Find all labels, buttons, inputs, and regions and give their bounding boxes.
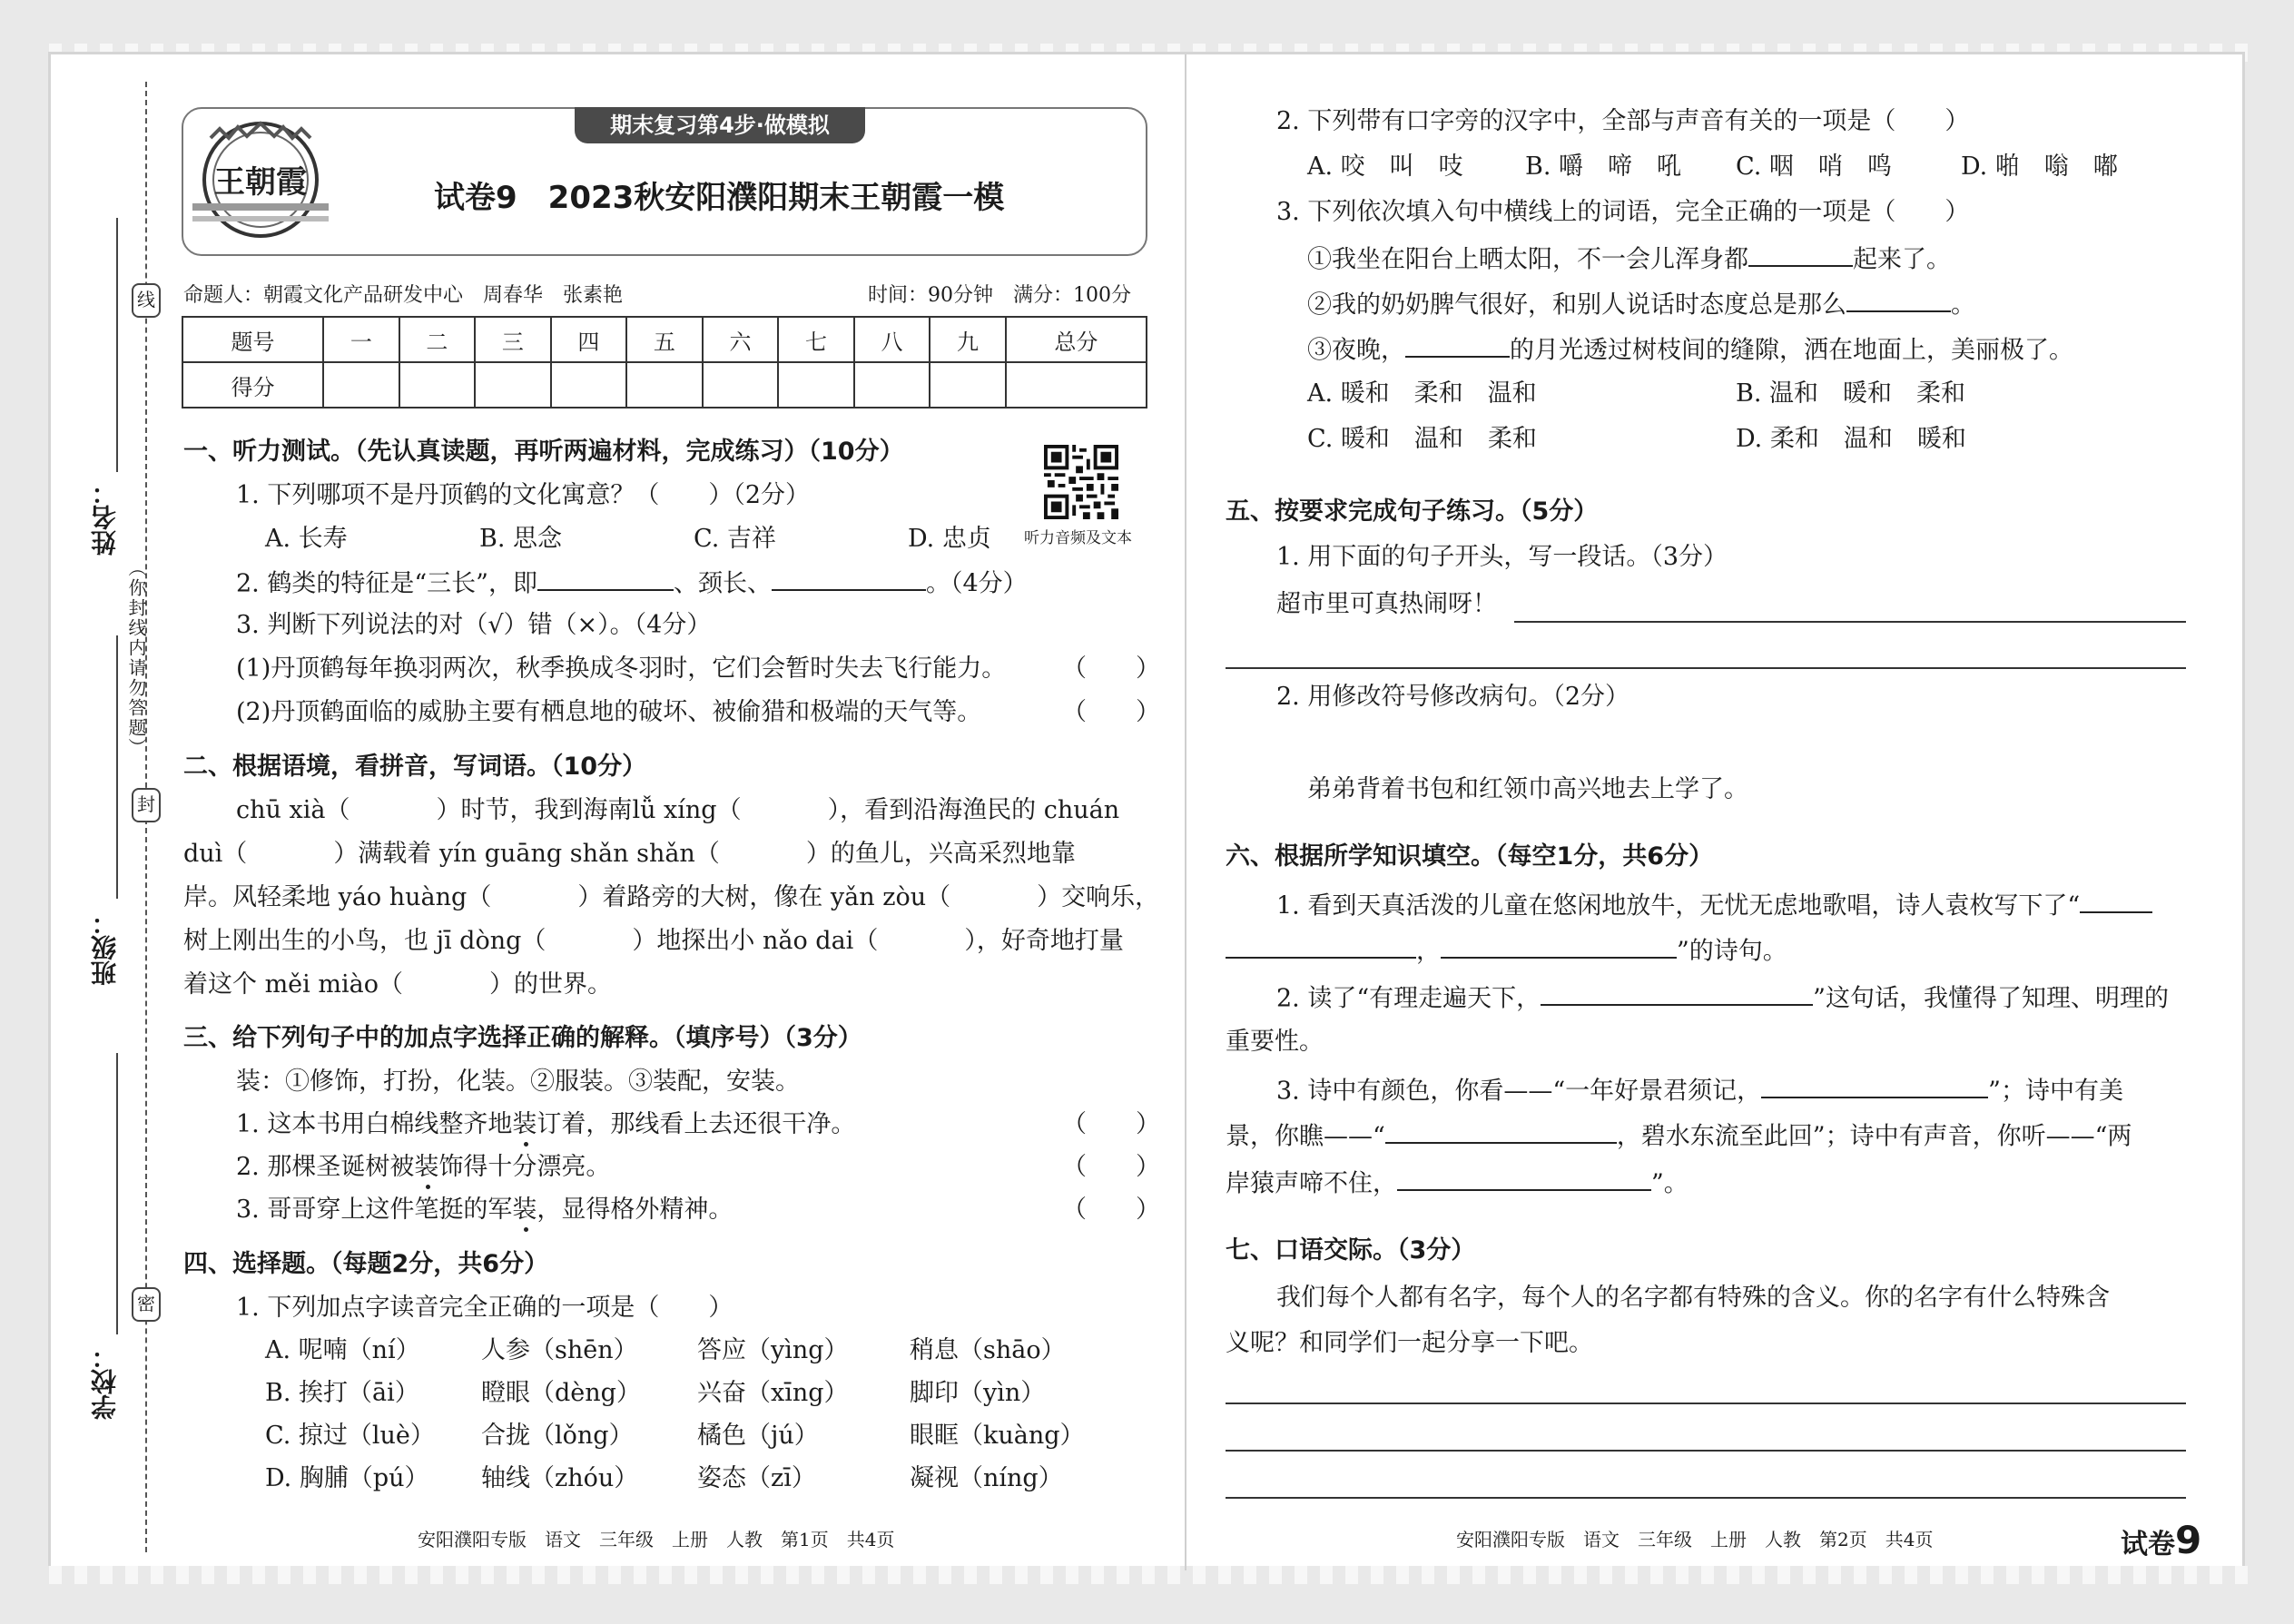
s4-q1-option-c[interactable]: C. 掠过（luè） (265, 1422, 435, 1450)
page-divider (1185, 54, 1186, 1570)
paper-number-label: 试卷 (2121, 1529, 2175, 1560)
score-cell[interactable] (703, 362, 779, 408)
score-cell[interactable] (1006, 362, 1147, 408)
s6-q3-end (1226, 1167, 1689, 1199)
s2-text: 着这个 měi miào（ (183, 970, 403, 999)
score-header-cell: 五 (626, 317, 703, 362)
score-header-cell: 七 (778, 317, 854, 362)
s4-q3-3 (1307, 334, 2073, 366)
binding-mark-feng: 封 (132, 788, 161, 822)
s6-text: ”的诗句。 (1677, 937, 1787, 966)
s5-q2-sentence[interactable]: 弟弟背着书包和红领巾高兴地去上学了。 (1307, 775, 1748, 803)
score-cell[interactable] (626, 362, 703, 408)
qr-code[interactable] (1044, 445, 1118, 519)
s2-text: 树上刚出生的小鸟，也 jī dòng（ (183, 927, 546, 955)
s4-q1-word: 眼眶（kuàng） (910, 1422, 1085, 1450)
s3-dotted-char: 装 (414, 1153, 439, 1181)
section-5-title: 五、按要求完成句子练习。（5分） (1226, 497, 1599, 526)
score-header-cell: 六 (703, 317, 779, 362)
s6-q3 (1276, 1075, 2123, 1107)
s3-q2-answer[interactable]: （ ） (1062, 1153, 1160, 1181)
score-cell[interactable] (854, 362, 930, 408)
s4-q2-option-d[interactable]: D. 啪 嗡 嘟 (1961, 153, 2118, 181)
decorative-border-bottom (36, 1566, 2260, 1584)
s1-q2-text: 2. 鹤类的特征是“三长”，即 (236, 569, 537, 598)
score-header-cell: 题号 (182, 317, 323, 362)
time-score: 时间：90分钟 满分：100分 (868, 284, 1131, 307)
s4-q1-word: 瞪眼（dèng） (481, 1379, 641, 1407)
s1-q3-2-answer[interactable]: （ ） (1062, 698, 1160, 726)
s1-q2-blank-2[interactable] (772, 567, 926, 591)
paper-number-value: 9 (2175, 1518, 2202, 1562)
s4-q1-word: 兴奋（xīng） (697, 1379, 849, 1407)
s1-q3-2: (2)丹顶鹤面临的威胁主要有栖息地的破坏、被偷猎和极端的天气等。 (236, 698, 982, 726)
s7-answer-line[interactable] (1226, 1450, 2186, 1452)
class-field[interactable] (116, 635, 118, 899)
s2-text: ）交响乐， (1037, 883, 1160, 911)
score-cell[interactable] (551, 362, 627, 408)
header-tab: 期末复习第4步·做模拟 (575, 107, 865, 143)
name-field[interactable] (116, 218, 118, 472)
score-header-cell: 一 (323, 317, 399, 362)
score-table-header (182, 317, 1147, 362)
s6-text: ”这句话，我懂得了知理、明理的 (1813, 984, 2169, 1013)
s3-text: 3. 哥哥穿上这件笔挺的军 (236, 1196, 513, 1224)
s2-text: ）满载着 yín guāng shǎn shǎn（ (333, 840, 720, 868)
s2-text: ）时节，我到海南lǚ xíng（ (436, 796, 742, 824)
s1-q1-option-b[interactable]: B. 思念 (479, 525, 563, 553)
s4-text: ①我坐在阳台上晒太阳，不一会儿浑身都 (1307, 245, 1748, 274)
s5-q1: 1. 用下面的句子开头，写一段话。（3分） (1276, 543, 1728, 571)
s2-text: 岸。风轻柔地 yáo huàng（ (183, 883, 492, 911)
s6-text: 岸猿声啼不住， (1226, 1169, 1397, 1198)
s4-text: 的月光透过树枝间的缝隙，洒在地面上，美丽极了。 (1510, 336, 2073, 365)
s6-blank[interactable] (1226, 935, 1416, 959)
s4-q3-1 (1307, 243, 1951, 275)
school-field[interactable] (116, 1053, 118, 1334)
s4-q3-option-a[interactable]: A. 暖和 柔和 温和 (1307, 379, 1537, 408)
s6-blank[interactable] (1541, 982, 1813, 1006)
score-cell[interactable] (475, 362, 551, 408)
s2-text: ）的鱼儿，兴高采烈地靠 (805, 840, 1076, 868)
s4-q1-word: 人参（shēn） (481, 1336, 638, 1364)
s6-blank[interactable] (1385, 1120, 1617, 1144)
s6-text: 1. 看到天真活泼的儿童在悠闲地放牛，无忧无虑地歌唱，诗人袁枚写下了“ (1276, 891, 2081, 920)
s1-q1-option-a[interactable]: A. 长寿 (265, 525, 348, 553)
s4-text: 。 (1951, 290, 1975, 320)
s7-answer-line[interactable] (1226, 1403, 2186, 1404)
s4-q1-word: 凝视（níng） (910, 1464, 1063, 1492)
s2-text: ），好奇地打量 (964, 927, 1124, 955)
s2-line-5 (183, 970, 612, 999)
s4-q1-word: 答应（yìng） (697, 1336, 849, 1364)
s6-text: 2. 读了“有理走遍天下， (1276, 984, 1541, 1013)
binding-note: （你封线内请勿答题） (125, 558, 147, 758)
s3-text: 饰得十分漂亮。 (438, 1153, 611, 1181)
s3-q3 (236, 1196, 733, 1225)
s4-q1-option-a[interactable]: A. 呢喃（ní） (265, 1336, 420, 1364)
s3-dotted-char: 装 (512, 1110, 537, 1138)
s5-answer-line[interactable] (1514, 621, 2186, 623)
score-header-cell: 八 (854, 317, 930, 362)
score-cell[interactable] (930, 362, 1006, 408)
s3-dotted-char: 装 (512, 1196, 537, 1224)
s6-q1-cont (1226, 935, 1787, 967)
s3-text: 1. 这本书用白棉线整齐地 (236, 1110, 513, 1138)
s1-q1-option-c[interactable]: C. 吉祥 (694, 525, 776, 553)
class-label: 班级： (90, 910, 120, 986)
s6-q2-cont: 重要性。 (1226, 1028, 1324, 1056)
s4-text: 起来了。 (1853, 245, 1951, 274)
s3-q2 (236, 1153, 610, 1182)
s3-q1 (236, 1110, 855, 1139)
s1-q2-text: 、颈长、 (673, 569, 772, 598)
s4-q1-word: 稍息（shāo） (910, 1336, 1066, 1364)
s2-text: chū xià（ (236, 796, 350, 824)
s4-q2-option-b[interactable]: B. 嚼 啼 吼 (1525, 153, 1682, 181)
s2-text: ）地探出小 nǎo dai（ (632, 927, 879, 955)
s6-text: ， (1416, 937, 1441, 966)
s5-answer-line[interactable] (1226, 667, 2186, 669)
binding-mark-xian: 线 (132, 283, 161, 318)
s4-q3-option-b[interactable]: B. 温和 暖和 柔和 (1736, 379, 1966, 408)
binding-mark-mi: 密 (132, 1287, 161, 1322)
s4-q1-option-b[interactable]: B. 挨打（āi） (265, 1379, 419, 1407)
s7-answer-line[interactable] (1226, 1497, 2186, 1499)
s6-q1 (1276, 890, 2152, 921)
paper-number (2121, 1518, 2201, 1562)
s4-q3-blank[interactable] (1748, 243, 1853, 267)
s3-q1-answer[interactable]: （ ） (1062, 1110, 1160, 1138)
s1-q2-text: 。（4分） (925, 569, 1028, 598)
s1-q2 (236, 567, 1028, 599)
s6-blank[interactable] (1441, 935, 1677, 959)
s1-q3-1-answer[interactable]: （ ） (1062, 655, 1160, 683)
school-label: 学校： (90, 1343, 120, 1420)
s6-blank[interactable] (1397, 1167, 1651, 1191)
score-cell[interactable] (399, 362, 476, 408)
footer-left: 安阳濮阳专版 语文 三年级 上册 人教 第1页 共4页 (418, 1529, 895, 1550)
s4-q3-option-c[interactable]: C. 暖和 温和 柔和 (1307, 425, 1537, 453)
s2-line-1 (236, 796, 1119, 825)
s2-line-3 (183, 883, 1159, 912)
score-table (182, 316, 1147, 408)
s2-text: duì（ (183, 840, 248, 868)
score-header-cell: 四 (551, 317, 627, 362)
s4-q1-word: 姿态（zī） (697, 1464, 816, 1492)
brand-logo (192, 116, 329, 243)
s4-q3-blank[interactable] (1846, 289, 1951, 312)
s4-q3-2 (1307, 289, 1975, 320)
score-cell[interactable] (778, 362, 854, 408)
section-1-title: 一、听力测试。（先认真读题，再听两遍材料，完成练习）（10分） (183, 438, 904, 466)
s4-q1-word: 脚印（yìn） (910, 1379, 1046, 1407)
logo-text: 王朝霞 (214, 164, 307, 201)
s2-text: ）着路旁的大树，像在 yǎn zòu（ (577, 883, 951, 911)
s2-line-4 (183, 927, 1124, 956)
score-header-cell: 总分 (1006, 317, 1147, 362)
s4-q1-word: 合拢（lǒng） (481, 1422, 634, 1450)
s2-text: ）的世界。 (488, 970, 612, 999)
score-row-label: 得分 (182, 362, 323, 408)
score-cell[interactable] (323, 362, 399, 408)
s4-q3-blank[interactable] (1405, 334, 1510, 358)
s4-q1-word: 橘色（jú） (697, 1422, 819, 1450)
section-6-title: 六、根据所学知识填空。（每空1分，共6分） (1226, 842, 1714, 871)
s3-definition: 装：①修饰，打扮，化装。②服装。③装配，安装。 (236, 1068, 800, 1096)
s6-text: 景，你瞧——“ (1226, 1122, 1385, 1151)
s3-q3-answer[interactable]: （ ） (1062, 1196, 1160, 1224)
s6-blank[interactable] (1761, 1075, 1988, 1098)
score-header-cell: 三 (475, 317, 551, 362)
s4-q1-option-d[interactable]: D. 胸脯（pú） (265, 1464, 429, 1492)
s7-prompt-2: 义呢？和同学们一起分享一下吧。 (1226, 1329, 1593, 1357)
s6-text: ”。 (1651, 1169, 1689, 1198)
authors: 命题人：朝霞文化产品研发中心 周春华 张素艳 (183, 284, 624, 307)
s1-q1: 1. 下列哪项不是丹顶鹤的文化寓意？（ ）（2分） (236, 481, 811, 509)
s4-text: ②我的奶奶脾气很好，和别人说话时态度总是那么 (1307, 290, 1846, 320)
s1-q3-1: (1)丹顶鹤每年换羽两次，秋季换成冬羽时，它们会暂时失去飞行能力。 (236, 655, 1007, 683)
s4-q2: 2. 下列带有口字旁的汉字中，全部与声音有关的一项是（ ） (1276, 107, 1970, 135)
s2-line-2 (183, 840, 1076, 869)
s3-text: 订着，那线看上去还很干净。 (537, 1110, 856, 1138)
s4-q1-word: 轴线（zhóu） (481, 1464, 639, 1492)
s2-text: ），看到沿海渔民的 chuán (827, 796, 1120, 824)
s4-q1: 1. 下列加点字读音完全正确的一项是（ ） (236, 1294, 733, 1322)
score-header-cell: 二 (399, 317, 476, 362)
section-2-title: 二、根据语境，看拼音，写词语。（10分） (183, 753, 647, 781)
qr-label: 听力音频及文本 (1024, 529, 1132, 547)
s4-q2-option-c[interactable]: C. 咽 哨 鸣 (1736, 153, 1892, 181)
name-label: 姓名： (90, 479, 120, 556)
s4-q2-option-a[interactable]: A. 咬 叫 吱 (1307, 153, 1463, 181)
s3-text: 2. 那棵圣诞树被 (236, 1153, 415, 1181)
s1-q2-blank-1[interactable] (537, 567, 674, 591)
score-table-row (182, 362, 1147, 408)
s6-blank[interactable] (2080, 890, 2152, 913)
footer-right: 安阳濮阳专版 语文 三年级 上册 人教 第2页 共4页 (1456, 1529, 1934, 1550)
s5-q2: 2. 用修改符号修改病句。（2分） (1276, 683, 1630, 711)
s6-text: 3. 诗中有颜色，你看——“一年好景君须记， (1276, 1077, 1762, 1106)
section-4-title: 四、选择题。（每题2分，共6分） (183, 1250, 549, 1278)
s7-prompt-1: 我们每个人都有名字，每个人的名字都有特殊的含义。你的名字有什么特殊含 (1276, 1284, 2110, 1312)
s6-q2 (1276, 982, 2169, 1014)
section-7-title: 七、口语交际。（3分） (1226, 1236, 1476, 1265)
s6-text: ，碧水东流至此回”；诗中有声音，你听——“两 (1616, 1122, 2132, 1151)
s1-q1-option-d[interactable]: D. 忠贞 (908, 525, 991, 553)
s4-q3: 3. 下列依次填入句中横线上的词语，完全正确的一项是（ ） (1276, 198, 1970, 226)
score-header-cell: 九 (930, 317, 1006, 362)
s5-q1-start: 超市里可真热闹呀！ (1276, 590, 1497, 618)
s4-q3-option-d[interactable]: D. 柔和 温和 暖和 (1736, 425, 1966, 453)
s3-text: ，显得格外精神。 (537, 1196, 733, 1224)
s4-text: ③夜晚， (1307, 336, 1405, 365)
section-3-title: 三、给下列句子中的加点字选择正确的解释。（填序号）（3分） (183, 1024, 862, 1052)
s1-q3: 3. 判断下列说法的对（√）错（×）。（4分） (236, 611, 712, 639)
paper-title: 试卷9 2023秋安阳濮阳期末王朝霞一模 (434, 180, 1005, 216)
s6-q3-cont (1226, 1120, 2132, 1152)
s6-text: ”；诗中有美 (1988, 1077, 2123, 1106)
